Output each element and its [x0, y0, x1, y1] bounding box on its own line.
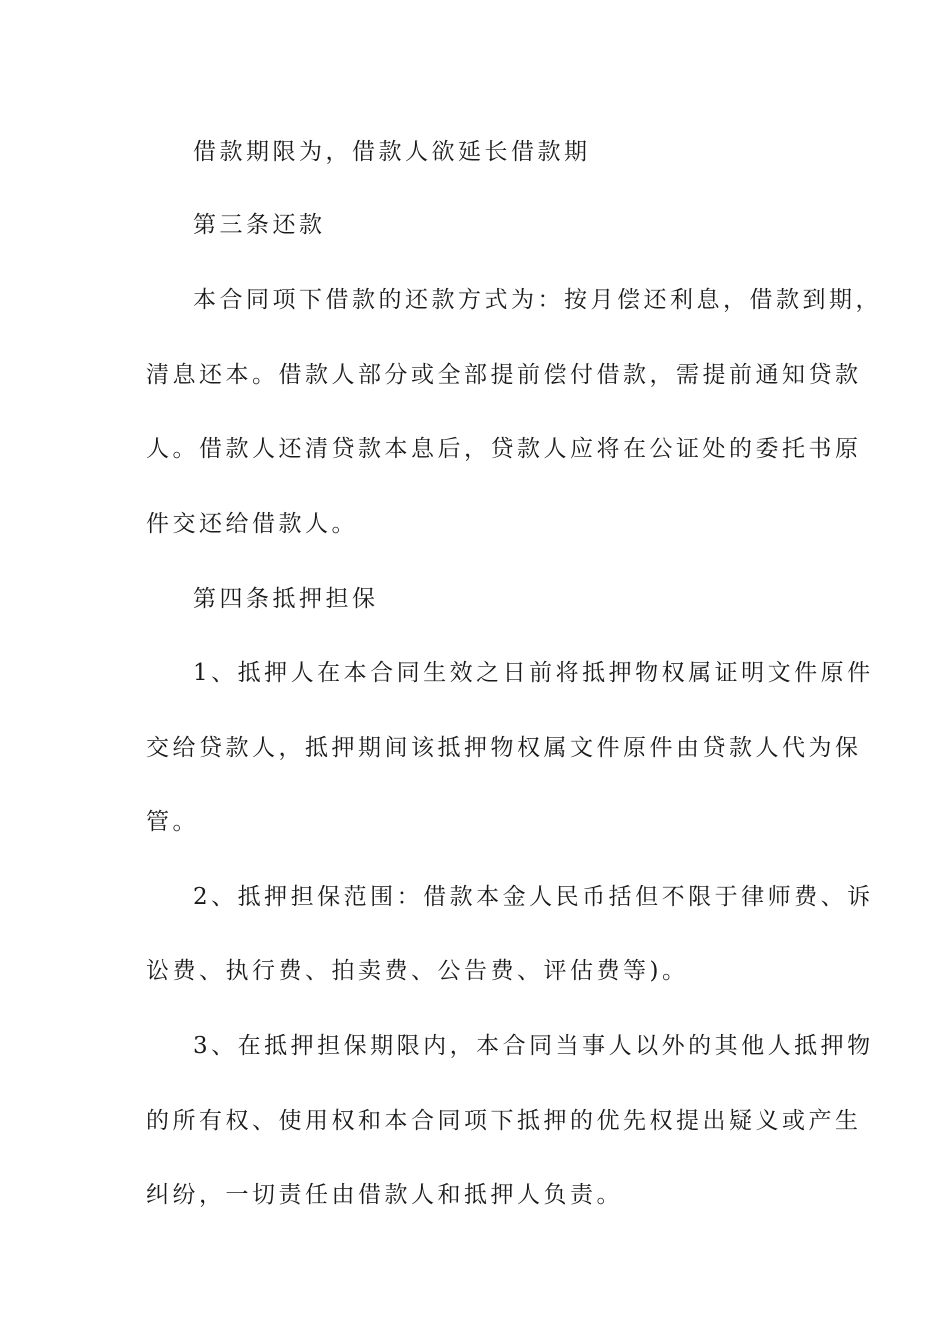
paragraph-line: 件交还给借款人。	[146, 511, 358, 537]
paragraph-line: 人。借款人还清贷款本息后，贷款人应将在公证处的委托书原	[146, 436, 862, 462]
paragraph-line: 交给贷款人，抵押期间该抵押物权属文件原件由贷款人代为保	[146, 735, 862, 761]
paragraph-line: 纠纷，一切责任由借款人和抵押人负责。	[146, 1182, 623, 1208]
paragraph-line: 清息还本。借款人部分或全部提前偿付借款，需提前通知贷款	[146, 362, 862, 388]
paragraph-line: 2、抵押担保范围：借款本金人民币括但不限于律师费、诉	[193, 884, 874, 910]
section-heading: 第四条抵押担保	[193, 586, 379, 612]
paragraph-line: 的所有权、使用权和本合同项下抵押的优先权提出疑义或产生	[146, 1108, 862, 1134]
paragraph-line: 本合同项下借款的还款方式为：按月偿还利息，借款到期，	[193, 287, 882, 313]
paragraph-line: 借款期限为，借款人欲延长借款期	[193, 139, 591, 165]
paragraph-line: 1、抵押人在本合同生效之日前将抵押物权属证明文件原件	[193, 660, 874, 686]
section-heading: 第三条还款	[193, 212, 326, 238]
paragraph-line: 管。	[146, 809, 199, 835]
paragraph-line: 3、在抵押担保期限内，本合同当事人以外的其他人抵押物	[193, 1033, 874, 1059]
paragraph-line: 讼费、执行费、拍卖费、公告费、评估费等)。	[146, 958, 689, 984]
